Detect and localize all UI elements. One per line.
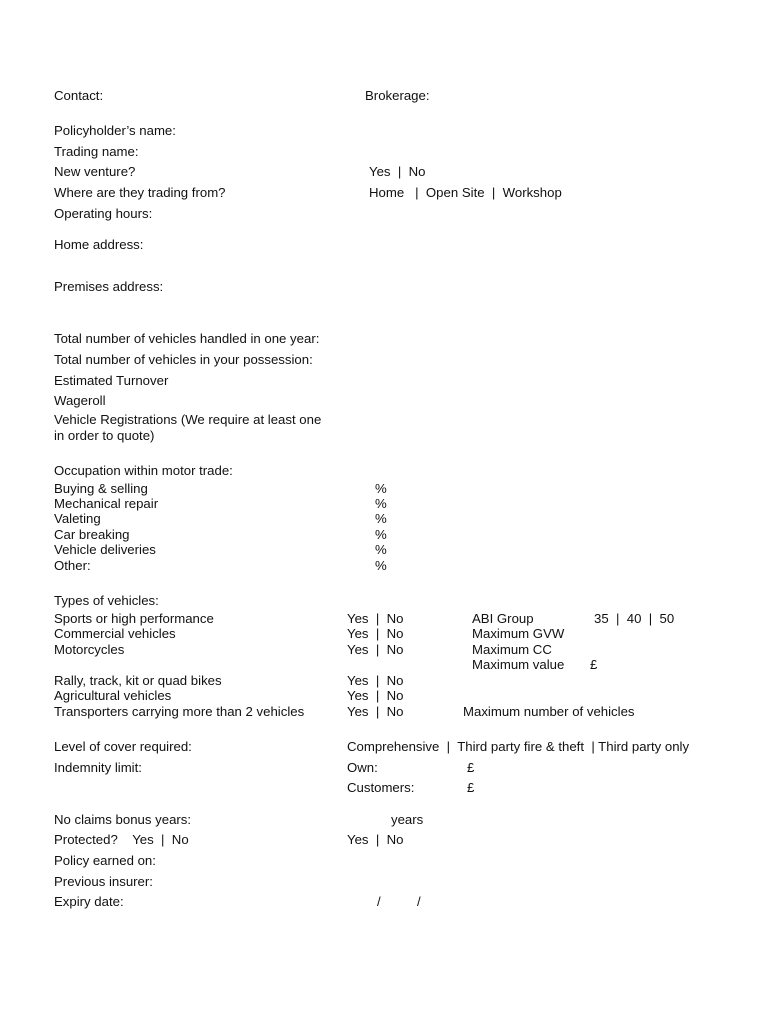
occupation-item-label: Valeting [54, 511, 101, 526]
vehicle-type-label: Motorcycles [54, 642, 125, 657]
own-currency: £ [467, 760, 475, 775]
operating-hours-label: Operating hours: [54, 206, 153, 221]
vehicle-types-heading: Types of vehicles: [54, 593, 159, 608]
brokerage-label: Brokerage: [365, 88, 430, 103]
ncb-years-unit: years [391, 812, 424, 827]
abi-group-options[interactable]: 35 | 40 | 50 [594, 611, 675, 626]
occupation-percent: % [375, 527, 387, 542]
ncb-years-label: No claims bonus years: [54, 812, 192, 827]
own-label: Own: [347, 760, 378, 775]
occupation-item-label: Car breaking [54, 527, 130, 542]
max-gvw-label: Maximum GVW [472, 626, 565, 641]
policy-earned-on-label: Policy earned on: [54, 853, 156, 868]
previous-insurer-label: Previous insurer: [54, 874, 153, 889]
occupation-percent: % [375, 542, 387, 557]
vehicles-handled-label: Total number of vehicles handled in one year: [54, 331, 320, 346]
occupation-percent: % [375, 496, 387, 511]
vehicle-type-label: Rally, track, kit or quad bikes [54, 673, 222, 688]
occupation-heading: Occupation within motor trade: [54, 463, 233, 478]
vehicle-type-label: Commercial vehicles [54, 626, 176, 641]
max-cc-label: Maximum CC [472, 642, 552, 657]
expiry-date-label: Expiry date: [54, 894, 124, 909]
customers-label: Customers: [347, 780, 415, 795]
vehicle-type-label: Sports or high performance [54, 611, 214, 626]
yes-no-toggle[interactable]: Yes | No [347, 611, 404, 626]
premises-address-label: Premises address: [54, 279, 164, 294]
occupation-item-label: Buying & selling [54, 481, 148, 496]
turnover-label: Estimated Turnover [54, 373, 169, 388]
yes-no-toggle[interactable]: Yes | No [347, 673, 404, 688]
contact-label: Contact: [54, 88, 104, 103]
customers-currency: £ [467, 780, 475, 795]
expiry-date-separator: / [377, 894, 381, 909]
cover-level-label: Level of cover required: [54, 739, 192, 754]
new-venture-label: New venture? [54, 164, 136, 179]
wageroll-label: Wageroll [54, 393, 106, 408]
protected-toggle[interactable]: Yes | No [347, 832, 404, 847]
vehicle-type-label: Agricultural vehicles [54, 688, 172, 703]
abi-group-label: ABI Group [472, 611, 534, 626]
vehicle-type-label: Transporters carrying more than 2 vehicles [54, 704, 305, 719]
occupation-item-label: Other: [54, 558, 91, 573]
policyholder-name-label: Policyholder’s name: [54, 123, 176, 138]
occupation-item-label: Vehicle deliveries [54, 542, 156, 557]
yes-no-toggle[interactable]: Yes | No [347, 688, 404, 703]
registrations-note: in order to quote) [54, 428, 155, 443]
protected-label: Protected? Yes | No [54, 832, 189, 847]
expiry-date-separator: / [417, 894, 421, 909]
registrations-label: Vehicle Registrations (We require at least one [54, 412, 322, 427]
home-address-label: Home address: [54, 237, 144, 252]
yes-no-toggle[interactable]: Yes | No [347, 704, 404, 719]
cover-level-options[interactable]: Comprehensive | Third party fire & theft | Third party only [347, 739, 690, 754]
max-vehicles-label: Maximum number of vehicles [463, 704, 635, 719]
new-venture-options[interactable]: Yes | No [369, 164, 426, 179]
yes-no-toggle[interactable]: Yes | No [347, 626, 404, 641]
indemnity-limit-label: Indemnity limit: [54, 760, 142, 775]
occupation-item-label: Mechanical repair [54, 496, 159, 511]
vehicles-possession-label: Total number of vehicles in your possession: [54, 352, 313, 367]
max-value-currency: £ [590, 657, 598, 672]
trading-from-options[interactable]: Home | Open Site | Workshop [369, 185, 562, 200]
yes-no-toggle[interactable]: Yes | No [347, 642, 404, 657]
occupation-percent: % [375, 558, 387, 573]
trading-name-label: Trading name: [54, 144, 139, 159]
occupation-percent: % [375, 511, 387, 526]
occupation-percent: % [375, 481, 387, 496]
max-value-label: Maximum value [472, 657, 565, 672]
trading-from-label: Where are they trading from? [54, 185, 226, 200]
